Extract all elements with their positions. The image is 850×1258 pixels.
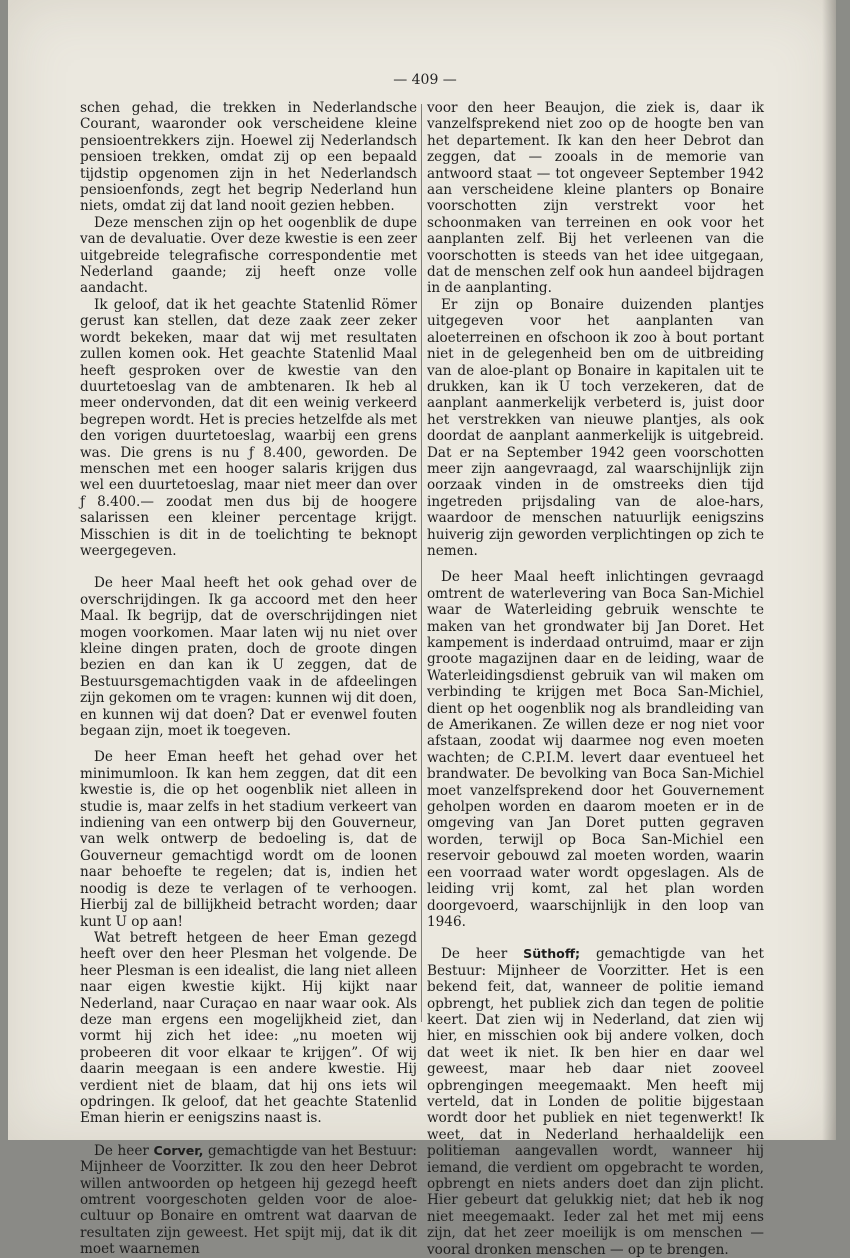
paragraph: voor den heer Beaujon, die ziek is, daar ik vanzelfsprekend niet zoo op de hoogte ben van het departement. Ik kan den heer Debrot dan zeggen, dat — zooals in de memorie van antwoord staat — tot ongeveer September 1942 aan verscheidene kleine planters op Bonaire voorschotten zijn verstrekt voor het schoonmaken van terreinen en ook voor het aanplanten zelf. Bij het verleenen van die voorschotten is steeds van het idee uitgegaan, dat de menschen zelf ook hun aandeel bijdragen in de aanplanting. [427, 100, 764, 297]
speaker-paragraph [427, 946, 764, 1258]
paragraph: De heer Maal heeft het ook gehad over de overschrijdingen. Ik ga accoord met den heer Maal. Ik begrijp, dat de overschrijdingen niet mogen voorkomen. Maar laten wij nu niet over kleine dingen praten, doch de groote dingen bezien en dan kan ik U zeggen, dat de Bestuursgemachtigden vaak in de afdeelingen zijn gekomen om te vragen: kunnen wij dit doen, en kunnen wij dat doen? Dat er evenwel fouten begaan zijn, moet ik toegeven. [80, 575, 417, 740]
paragraph: schen gehad, die trekken in Nederlandsche Courant, waaronder ook verscheidene kleine pensioentrekkers zijn. Hoewel zij Nederlandsch pensioen trekken, omdat zij op een bepaald tijdstip opgenomen zijn in het Nederlandsch pensioenfonds, zegt het begrip Nederland hun niets, omdat zij dat land nooit gezien hebben. [80, 100, 417, 215]
speaker-intro: De heer [94, 1142, 149, 1159]
paragraph: Er zijn op Bonaire duizenden plantjes uitgegeven voor het aanplanten van aloeterreinen en ofschoon ik zoo à bout portant niet in de gelegenheid ben om de uitbreiding van de aloe-plant op Bonaire in kapitalen uit te drukken, kan ik U toch verzekeren, dat de aanplant aanmerkelijk verbeterd is, juist door het verstrekken van nieuwe plantjes, als ook doordat de aanplant aanmerkelijk is uitgebreid. Dat er na September 1942 geen voorschotten meer zijn aangevraagd, zal waarschijnlijk zijn oorzaak vinden in de omstreeks dien tijd ingetreden prijsdaling van de aloe-hars, waardoor de menschen natuurlijk eenigszins huiverig zijn geworden verplichtingen op zich te nemen. [427, 296, 764, 559]
speaker-name: Corver, [153, 1142, 204, 1158]
paragraph: Deze menschen zijn op het oogenblik de dupe van de devaluatie. Over deze kwestie is een zeer uitgebreide telegrafische correspondentie met Nederland gaande; zij heeft onze volle aandacht. [80, 214, 417, 297]
right-column [427, 100, 764, 1258]
speaker-paragraph [80, 1143, 417, 1258]
speaker-intro: De heer [441, 946, 508, 963]
paragraph: De heer Eman heeft het gehad over het minimumloon. Ik kan hem zeggen, dat dit een kwestie is, die op het oogenblik niet alleen in studie is, maar zelfs in het stadium verkeert van indiening van een ontwerp bij den Gouverneur, van welk ontwerp de bedoeling is, dat de Gouverneur gemachtigd wordt om de loonen naar behoefte te regelen; dat is, indien het noodig is deze te verlagen of te verhoogen. Hierbij zal de billijkheid betracht worden; daar kunt U op aan! [80, 749, 417, 930]
paragraph: Ik geloof, dat ik het geachte Statenlid Römer gerust kan stellen, dat deze zaak zeer zeker wordt bekeken, maar dat wij met resultaten zullen komen ook. Het geachte Statenlid Maal heeft gesproken over de kwestie van den duurtetoeslag van de ambtenaren. Ik heb al meer ondervonden, dat dit een weinig verkeerd begrepen wordt. Het is precies hetzelfde als met den vorigen duurtetoeslag, waarbij een grens was. Die grens is nu ƒ 8.400, geworden. De menschen met een hooger salaris krijgen dus wel een duurtetoeslag, maar niet meer dan over ƒ 8.400.— zoodat men dus bij de hoogere salarissen een kleiner percentage krijgt. Misschien is dit in de toelichting te beknopt weergegeven. [80, 296, 417, 559]
page-edge-shadow [822, 0, 836, 1140]
paragraph: De heer Maal heeft inlichtingen gevraagd omtrent de waterlevering van Boca San-Michiel waar de Waterleiding gebruik wenschte te maken van het grondwater bij Jan Doret. Het kampement is inderdaad ontruimd, maar er zijn groote magazijnen daar en de leiding, waar de Waterleidingsdienst gebruik van wil maken om verbinding te krijgen met Boca San-Michiel, dient op het oogenblik nog als brandleiding van de Amerikanen. Ze willen deze er nog niet voor afstaan, zoodat wij daarmee nog even moeten wachten; de C.P.I.M. levert daar eventueel het brandwater. De bevolking van Boca San-Michiel moet vanzelfsprekend door het Gouvernement geholpen worden en daarom moeten er in de omgeving van Jan Doret putten gegraven worden, terwijl op Boca San-Michiel een reservoir gebouwd zal moeten worden, waarin een voorraad water wordt opgeslagen. Als de leiding vrij komt, zal het plan worden doorgevoerd, waarschijnlijk in den loop van 1946. [427, 569, 764, 930]
speaker-name: Süthoff; [523, 946, 581, 962]
left-column [80, 100, 417, 1258]
speaker-text: gemachtigde van het Bestuur: Mijnheer de Voorzitter. Ik zou den heer Debrot willen antwoorden op hetgeen hij gezegd heeft omtrent voorgeschoten gelden voor de aloe-cultuur op Bonaire en omtrent wat daarvan de resultaten zijn geweest. Het spijt mij, dat ik dit moet waarnemen [80, 1142, 417, 1258]
paragraph: Wat betreft hetgeen de heer Eman gezegd heeft over den heer Plesman het volgende. De heer Plesman is een idealist, die lang niet alleen naar eigen kwestie kijkt. Hij kijkt naar Nederland, naar Curaçao en naar waar ook. Als deze man ergens een mogelijkheid ziet, dan vormt hij zich het idee: „nu moeten wij probeeren dit voor elkaar te krijgen”. Of wij daarin meegaan is een andere kwestie. Hij verdient niet de blaam, dat hij ons iets wil opdringen. Ik geloof, dat het geachte Statenlid Eman hierin er eenigszins naast is. [80, 929, 417, 1127]
column-divider [421, 104, 422, 1022]
page-number: — 409 — [393, 72, 457, 88]
speaker-text: gemachtigde van het Bestuur: Mijnheer de Voorzitter. Het is een bekend feit, dat, wanneer de politie iemand opbrengt, het publiek zich dan tegen de politie keert. Dat zien wij in Nederland, dat zien wij hier, en misschien ook bij andere volken, doch dat weet ik niet. Ik ben hier en daar wel geweest, maar heb daar niet zooveel opbrengingen meegemaakt. Men heeft mij verteld, dat in Londen de politie bijgestaan wordt door het publiek en niet tegenwerkt! Ik weet, dat in Nederland herhaaldelijk een politieman aangevallen wordt, wanneer hij iemand, die verdient om opgebracht te worden, opbrengt en niets anders doet dan zijn plicht. Hier gebeurt dat gelukkig niet; dat heb ik nog niet meegemaakt. Ieder zal het met mij eens zijn, dat het zeer moeilijk is om menschen — vooral dronken menschen — op te brengen. [427, 946, 764, 1258]
